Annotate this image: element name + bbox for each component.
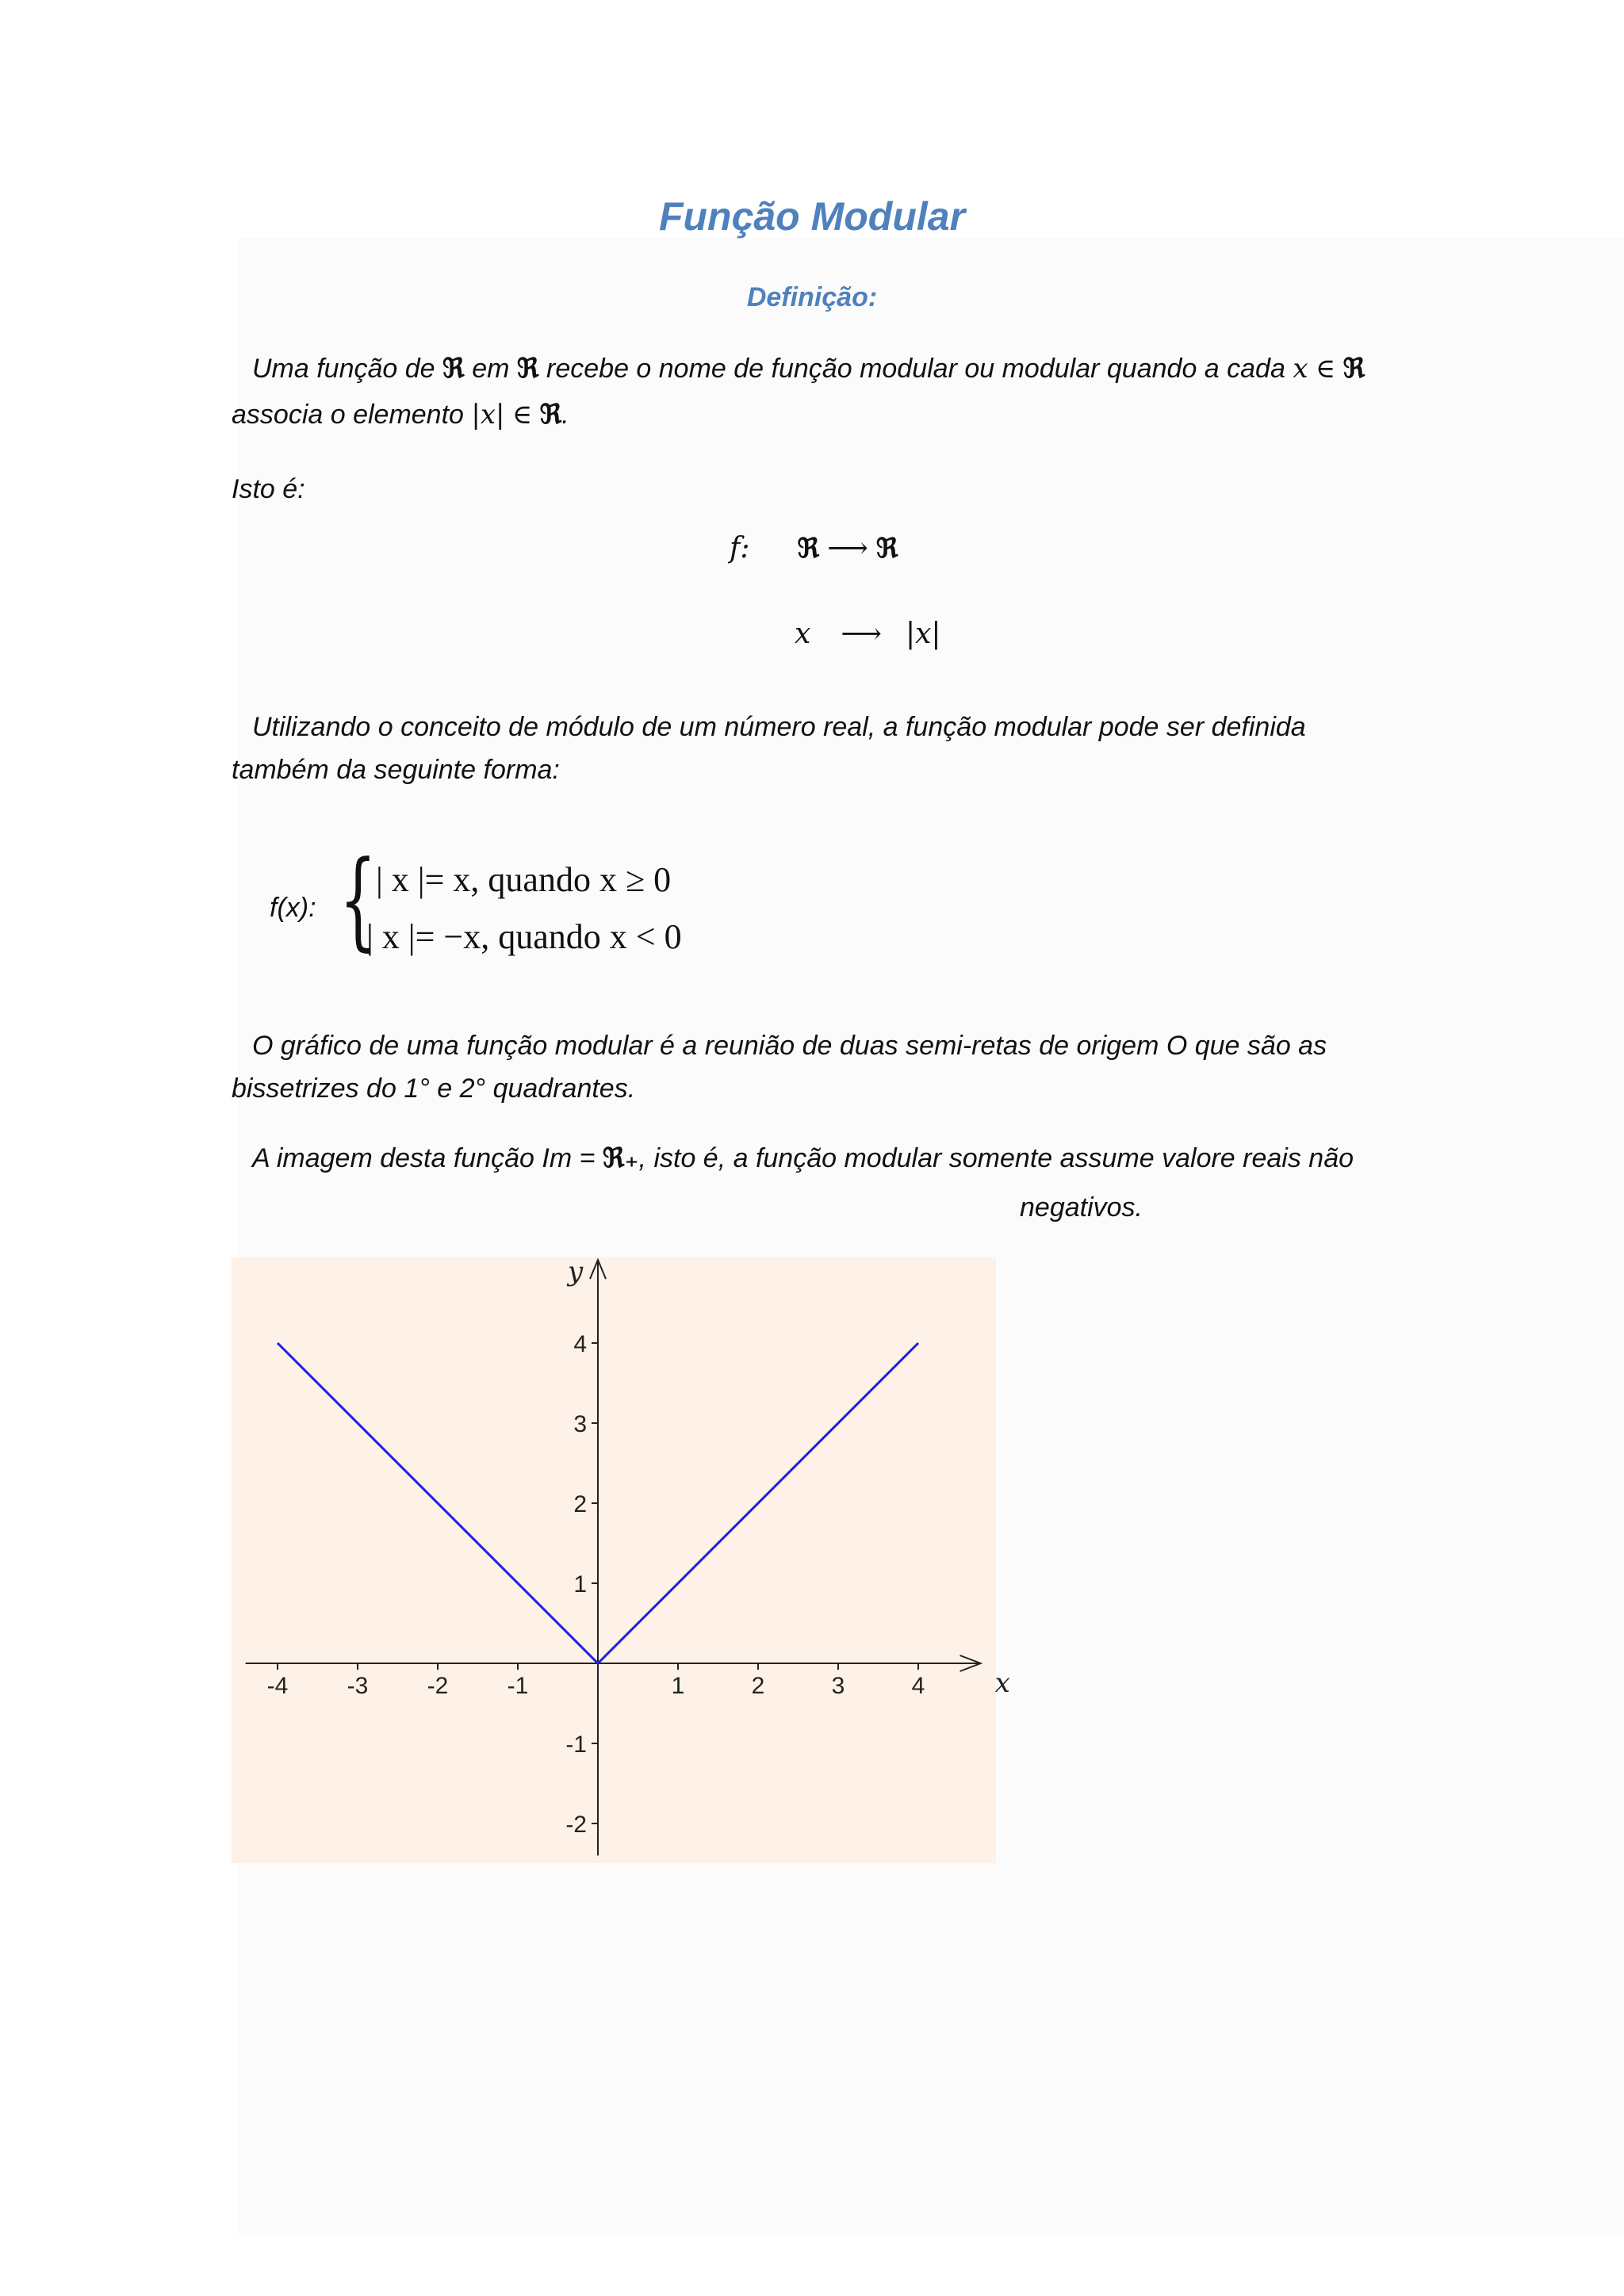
x-tick-label: -4 [266, 1673, 289, 1699]
reals-symbol: ℜ [1342, 353, 1365, 385]
piecewise-label: f(x): [270, 893, 316, 923]
var-x: x [795, 618, 811, 650]
piecewise-case1: | x |= x, quando x ≥ 0 [376, 860, 672, 899]
modulus-graph [232, 1256, 1010, 1863]
para1-text-c: recebe o nome de função modular ou modular quando a cada [546, 354, 1285, 384]
para1-line1 [252, 347, 1365, 390]
abs-x: |x| [905, 618, 941, 650]
x-axis-label: x [994, 1667, 1010, 1699]
function-f: f: [730, 532, 750, 564]
mapping-line2 [795, 617, 941, 650]
reals-symbol: ℜ [875, 533, 898, 564]
para4-text-b: , isto é, a função modular somente assume valore reais não [638, 1143, 1354, 1173]
reals-symbol: ℜ [442, 353, 465, 385]
section-subtitle: Definição: [746, 282, 878, 312]
var-x: x [1293, 353, 1308, 385]
page-background [238, 238, 1624, 2236]
y-tick-label: 1 [573, 1571, 587, 1598]
brace-icon: { [339, 838, 377, 962]
x-tick-label: -1 [507, 1673, 529, 1699]
para4-line2: negativos. [1020, 1192, 1143, 1223]
arrow-icon: ⟶ [841, 618, 882, 650]
reals-plus-symbol: ℜ₊ [602, 1142, 639, 1174]
page-title: Função Modular [658, 194, 966, 239]
para4-line1 [252, 1137, 1354, 1180]
x-tick-label: -2 [427, 1673, 449, 1699]
y-tick-label: 4 [573, 1331, 587, 1357]
reals-symbol: ℜ [539, 399, 562, 430]
para1-text-d: associa o elemento [232, 400, 464, 430]
y-tick-label: -1 [565, 1732, 587, 1758]
para4-text-a: A imagem desta função Im = [252, 1143, 596, 1173]
arrow-icon: ⟶ [827, 532, 868, 564]
belongs-symbol: ∈ [1315, 353, 1336, 385]
mapping-line1 [730, 531, 898, 564]
reals-symbol: ℜ [516, 353, 539, 385]
reals-symbol: ℜ [797, 533, 820, 564]
y-tick-label: 3 [573, 1411, 587, 1437]
para1-text-b: em [472, 354, 510, 384]
x-tick-label: -3 [347, 1673, 369, 1699]
para1-line2: associa o elemento |x| ∈ ℜ. [232, 399, 569, 430]
chart-background [232, 1257, 996, 1863]
para2-line2: também da seguinte forma: [232, 755, 560, 785]
x-tick-label: 2 [751, 1673, 765, 1699]
y-tick-label: -2 [565, 1812, 587, 1838]
y-tick-label: 2 [573, 1491, 587, 1517]
x-tick-label: 3 [831, 1673, 845, 1699]
para2-line1: Utilizando o conceito de módulo de um número real, a função modular pode ser definida [252, 712, 1306, 742]
y-axis-label: y [568, 1256, 584, 1288]
para3-line1: O gráfico de uma função modular é a reunião de duas semi-retas de origem O que são as [252, 1031, 1327, 1061]
abs-x: |x| [471, 399, 505, 430]
belongs-symbol: ∈ [511, 399, 533, 430]
para1-text-a: Uma função de [252, 354, 435, 384]
x-tick-label: 1 [671, 1673, 685, 1699]
isto-e-label: Isto é: [232, 474, 305, 504]
chart-svg [232, 1256, 1010, 1863]
piecewise-case2: | x |= −x, quando x < 0 [366, 917, 682, 956]
x-tick-label: 4 [911, 1673, 925, 1699]
para3-line2: bissetrizes do 1° e 2° quadrantes. [232, 1073, 636, 1104]
